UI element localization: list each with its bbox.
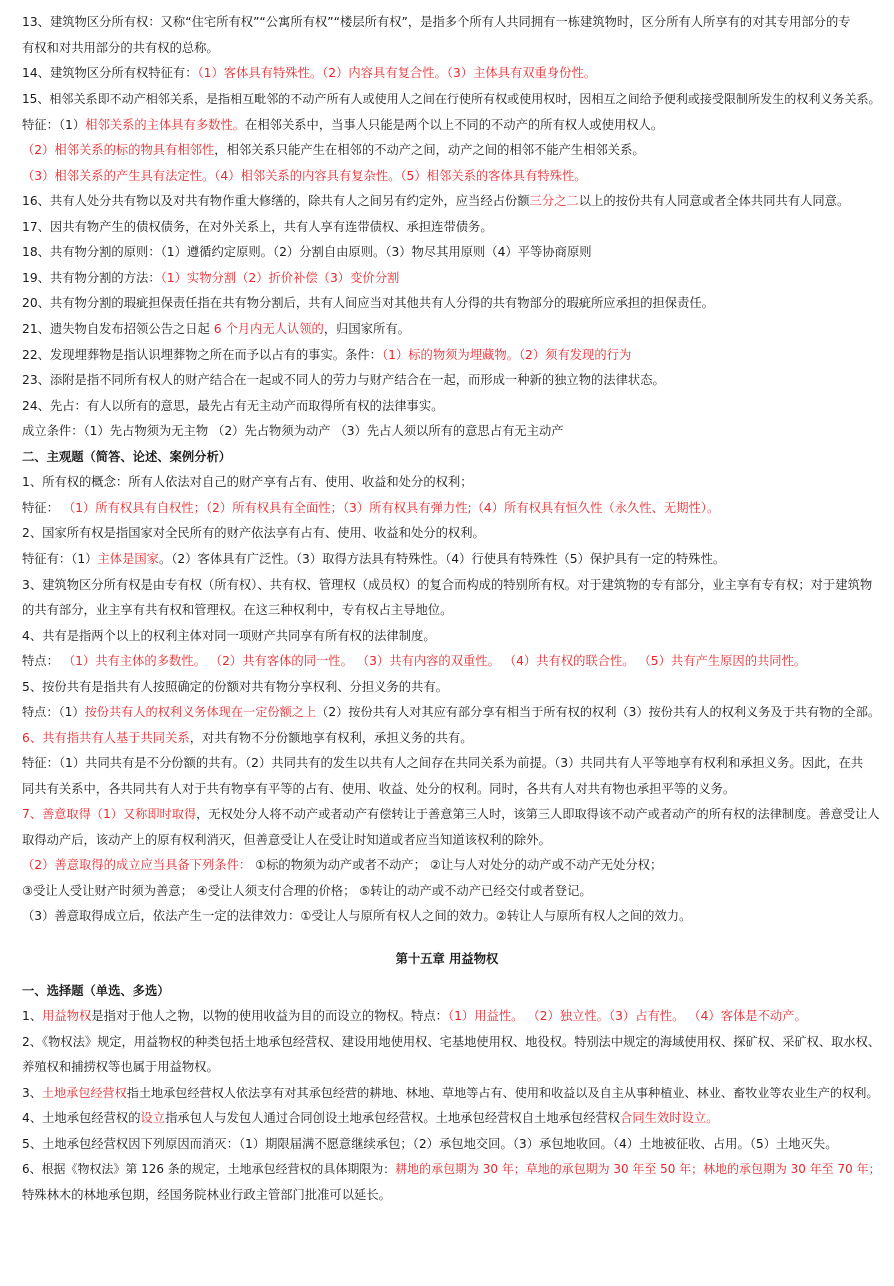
body-text: 特点：（1） bbox=[22, 705, 85, 719]
heading-text: 一、选择题（单选、多选） bbox=[22, 984, 170, 998]
highlighted-text: （1）客体具有特殊性。（2）内容具有复合性。（3）主体具有双重身份性。 bbox=[197, 66, 597, 80]
body-text: 3、建筑物区分所有权是由专有权（所有权）、共有权、管理权（成员权）的复合而构成的特别所有权。对于建筑物的专有部分，业主享有专有权；对于建筑物 bbox=[22, 578, 873, 592]
highlighted-text: 土地承包经营权 bbox=[41, 1086, 127, 1100]
body-text: 3、 bbox=[22, 1086, 42, 1100]
highlighted-text: （1）所有权具有自权性；（2）所有权具有全面性；（3）所有权具有弹力性;（4）所有权具有恒久性（永久性、无期性）。 bbox=[62, 501, 720, 515]
text-line bbox=[22, 116, 663, 134]
body-text: 13、建筑物区分所有权：又称“住宅所有权”“公寓所有权”“楼层所有权”，是指多个所有人共同拥有一栋建筑物时，区分所有人所享有的对其专用部分的专 bbox=[22, 15, 851, 29]
body-text: 23、添附是指不同所有权人的财产结合在一起或不同人的劳力与财产结合在一起，而形成一种新的独立物的法律状态。 bbox=[22, 373, 665, 387]
body-text: 特征：（1）共同共有是不分份额的共有。（2）共同共有的发生以共有人之间存在共同关系为前提。（3）共同共有人平等地享有权利和承担义务。因此，在共 bbox=[22, 756, 864, 770]
body-text: 以上的按份共有人同意或者全体共同共有人同意。 bbox=[578, 194, 850, 208]
highlighted-text: （2）相邻关系的标的物具有相邻性 bbox=[22, 143, 215, 157]
text-line bbox=[22, 1109, 719, 1127]
body-text: 2、国家所有权是指国家对全民所有的财产依法享有占有、使用、收益和处分的权利。 bbox=[22, 526, 485, 540]
body-text: 15、相邻关系即不动产相邻关系，是指相互毗邻的不动产所有人或使用人之间在行使所有权或使用权时，因相互之间给予便利或接受限制所发生的权利义务关系。 bbox=[22, 92, 881, 106]
body-text: 20、共有物分割的瑕疵担保责任指在共有物分割后，共有人间应当对其他共有人分得的共有物部分的瑕疵所应承担的担保责任。 bbox=[22, 296, 714, 310]
text-line bbox=[22, 1058, 219, 1076]
body-text: 是指对于他人之物，以物的使用收益为目的而设立的物权。特点： bbox=[91, 1009, 448, 1023]
highlighted-text: （1）共有主体的多数性。 （2）共有客体的同一性。 （3）共有内容的双重性。 （4）共有权的联合性。 （5）共有产生原因的共同性。 bbox=[62, 654, 807, 668]
text-line bbox=[22, 729, 473, 747]
body-text: 5、按份共有是指共有人按照确定的份额对共有物分享权利、分担义务的共有。 bbox=[22, 680, 448, 694]
text-line bbox=[22, 627, 436, 645]
body-text: 特殊林木的林地承包期，经国务院林业行政主管部门批准可以延长。 bbox=[22, 1188, 391, 1202]
body-text: 5、土地承包经营权因下列原因而消灭：（1）期限届满不愿意继续承包；（2）承包地交回。（3）承包地收回。（4）土地被征收、占用。（5）土地灭失。 bbox=[22, 1137, 838, 1151]
text-line bbox=[22, 1160, 880, 1178]
body-text: ，无权处分人将不动产或者动产有偿转让于善意第三人时，该第三人即取得该不动产或者动产的所有权的法律制度。善意受让人 bbox=[196, 807, 880, 821]
text-line bbox=[22, 192, 849, 210]
text-line bbox=[22, 678, 448, 696]
highlighted-text: 三分之二 bbox=[529, 194, 579, 208]
highlighted-text: 6 个月内无人认领的 bbox=[213, 322, 324, 336]
text-line bbox=[22, 473, 473, 491]
text-line bbox=[22, 269, 399, 287]
body-text: 指承包人与发包人通过合同创设土地承包经营权。土地承包经营权自土地承包经营权 bbox=[165, 1111, 621, 1125]
body-text: 。（2）客体具有广泛性。（3）取得方法具有特殊性。（4）行使具有特殊性（5）保护具有一定的特殊性。 bbox=[158, 552, 726, 566]
text-line bbox=[22, 652, 806, 670]
body-text: 17、因共有物产生的债权债务，在对外关系上，共有人享有连带债权、承担连带债务。 bbox=[22, 220, 493, 234]
body-text: 取得动产后，该动产上的原有权利消灭，但善意受让人在受让时知道或者应当知道该权利的除外。 bbox=[22, 833, 551, 847]
highlighted-text: 相邻关系的主体具有多数性。 bbox=[85, 118, 246, 132]
body-text: 在相邻关系中，当事人只能是两个以上不同的不动产的所有权人或使用权人。 bbox=[245, 118, 664, 132]
heading-text: 二、主观题（简答、论述、案例分析） bbox=[22, 450, 232, 464]
text-line bbox=[22, 13, 851, 31]
text-line bbox=[22, 218, 493, 236]
body-text: 有权和对共用部分的共有权的总称。 bbox=[22, 41, 219, 55]
body-text: 4、土地承包经营权的 bbox=[22, 1111, 141, 1125]
body-text: ①标的物须为动产或者不动产； ②让与人对处分的动产或不动产无处分权； bbox=[251, 858, 663, 872]
text-line bbox=[22, 294, 714, 312]
body-text: 养殖权和捕捞权等也属于用益物权。 bbox=[22, 1060, 219, 1074]
body-text: 同共有关系中，各共同共有人对于共有物享有平等的占有、使用、收益、处分的权利。同时，各共有人对共有物也承担平等的义务。 bbox=[22, 782, 736, 796]
text-line bbox=[22, 1135, 838, 1153]
highlighted-text: （1）标的物须为埋藏物。（2）须有发现的行为 bbox=[381, 348, 632, 362]
text-line bbox=[22, 982, 170, 1000]
highlighted-text: 按份共有人的权利义务体现在一定份额之上 bbox=[84, 705, 317, 719]
text-line bbox=[22, 831, 551, 849]
text-line bbox=[22, 780, 735, 798]
text-line bbox=[22, 346, 631, 364]
text-line bbox=[22, 90, 881, 108]
text-line bbox=[22, 805, 880, 823]
body-text: ，对共有物不分份额地享有权利，承担义务的共有。 bbox=[189, 731, 473, 745]
text-line bbox=[22, 1084, 879, 1102]
text-line bbox=[22, 550, 725, 568]
highlighted-text: 耕地的承包期为 30 年；草地的承包期为 30 年至 50 年；林地的承包期为 30 年至 70 年； bbox=[395, 1162, 881, 1176]
body-text: （3）善意取得成立后，依法产生一定的法律效力：①受让人与原所有权人之间的效力。②转让人与原所有权人之间的效力。 bbox=[22, 909, 692, 923]
text-line bbox=[22, 141, 645, 159]
body-text: （2）按份共有人对其应有部分享有相当于所有权的权利（3）按份共有人的权利义务及于共有物的全部。 bbox=[316, 705, 881, 719]
text-line bbox=[22, 167, 587, 185]
highlighted-text: 设立 bbox=[140, 1111, 166, 1125]
body-text: 18、共有物分割的原则：（1）遵循约定原则。（2）分割自由原则。（3）物尽其用原则（4）平等协商原则 bbox=[22, 245, 592, 259]
body-text: 1、所有权的概念：所有人依法对自己的财产享有占有、使用、收益和处分的权利； bbox=[22, 475, 473, 489]
text-line bbox=[22, 576, 872, 594]
body-text: 特征： bbox=[22, 501, 63, 515]
text-line bbox=[22, 422, 564, 440]
highlighted-text: 用益物权 bbox=[42, 1009, 92, 1023]
body-text: 特征有：（1） bbox=[22, 552, 98, 566]
body-text: 的共有部分，业主享有共有权和管理权。在这三种权利中，专有权占主导地位。 bbox=[22, 603, 453, 617]
highlighted-text: 合同生效时设立。 bbox=[620, 1111, 719, 1125]
text-line bbox=[22, 601, 452, 619]
text-line bbox=[22, 320, 410, 338]
text-line bbox=[22, 448, 231, 466]
body-text: 22、发现埋葬物是指认识埋葬物之所在而予以占有的事实。条件： bbox=[22, 348, 382, 362]
text-line bbox=[22, 907, 691, 925]
body-text: 24、先占：有人以所有的意思，最先占有无主动产而取得所有权的法律事实。 bbox=[22, 399, 444, 413]
body-text: 21、遗失物自发布招领公告之日起 bbox=[22, 322, 214, 336]
highlighted-text: （1）用益性。 （2）独立性。（3）占有性。 （4）客体是不动产。 bbox=[447, 1009, 807, 1023]
text-line bbox=[22, 856, 662, 874]
body-text: 指土地承包经营权人依法享有对其承包经营的耕地、林地、草地等占有、使用和收益以及自主从事种植业、林业、畜牧业等农业生产的权利。 bbox=[126, 1086, 879, 1100]
highlighted-text: （2）善意取得的成立应当具备下列条件： bbox=[22, 858, 252, 872]
highlighted-text: 7、善意取得（1）又称即时取得 bbox=[22, 807, 197, 821]
body-text: ③受让人受让财产时须为善意； ④受让人须支付合理的价格； ⑤转让的动产或不动产已经交付或者登记。 bbox=[22, 884, 592, 898]
text-line bbox=[0, 950, 894, 968]
body-text: 1、 bbox=[22, 1009, 43, 1023]
body-text: 成立条件：（1）先占物须为无主物 （2）先占物须为动产 （3）先占人须以所有的意思占有无主动产 bbox=[22, 424, 564, 438]
text-line bbox=[22, 1007, 807, 1025]
body-text: 6、根据《物权法》第 126 条的规定，土地承包经营权的具体期限为： bbox=[22, 1162, 396, 1176]
body-text: 16、共有人处分共有物以及对共有物作重大修缮的，除共有人之间另有约定外，应当经占份额 bbox=[22, 194, 530, 208]
text-line bbox=[22, 1033, 880, 1051]
text-line bbox=[22, 1186, 391, 1204]
body-text: ，归国家所有。 bbox=[323, 322, 410, 336]
body-text: 14、建筑物区分所有权特征有： bbox=[22, 66, 198, 80]
highlighted-text: （1）实物分割（2）折价补偿（3）变价分割 bbox=[160, 271, 400, 285]
text-line bbox=[22, 397, 443, 415]
text-line bbox=[22, 39, 219, 57]
text-line bbox=[22, 882, 592, 900]
text-line bbox=[22, 371, 665, 389]
body-text: 特点： bbox=[22, 654, 63, 668]
heading-text: 第十五章 用益物权 bbox=[395, 952, 499, 966]
body-text: 特征：（1） bbox=[22, 118, 86, 132]
highlighted-text: 6、共有指共有人基于共同关系 bbox=[22, 731, 190, 745]
text-line bbox=[22, 703, 880, 721]
body-text: 2、《物权法》规定，用益物权的种类包括土地承包经营权、建设用地使用权、宅基地使用权、地役权。特别法中规定的海域使用权、探矿权、采矿权、取水权、 bbox=[22, 1035, 881, 1049]
body-text: ，相邻关系只能产生在相邻的不动产之间，动产之间的相邻不能产生相邻关系。 bbox=[214, 143, 645, 157]
text-line bbox=[22, 64, 596, 82]
body-text: 4、共有是指两个以上的权利主体对同一项财产共同享有所有权的法律制度。 bbox=[22, 629, 436, 643]
highlighted-text: （3）相邻关系的产生具有法定性。（4）相邻关系的内容具有复杂性。（5）相邻关系的客体具有特殊性。 bbox=[22, 169, 587, 183]
body-text: 19、共有物分割的方法： bbox=[22, 271, 161, 285]
text-line bbox=[22, 524, 485, 542]
text-line bbox=[22, 754, 863, 772]
highlighted-text: 主体是国家 bbox=[97, 552, 159, 566]
text-line bbox=[22, 499, 719, 517]
text-line bbox=[22, 243, 592, 261]
